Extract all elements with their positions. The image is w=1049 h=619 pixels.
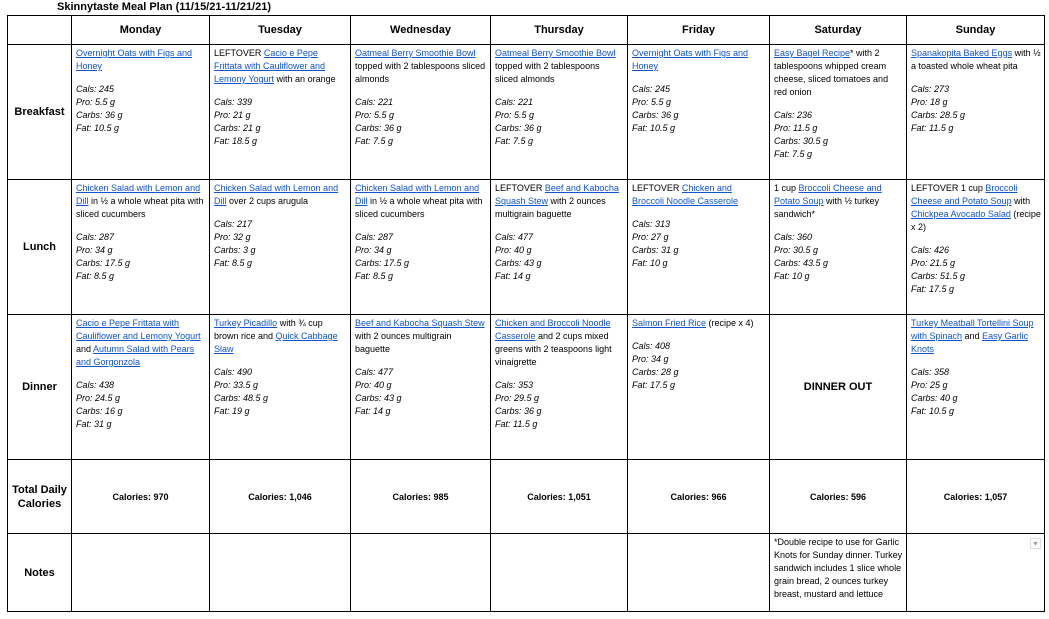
nutrition-info [632, 83, 766, 135]
nutrition-value: Carbs: 3 g [214, 245, 256, 255]
meal-description [632, 317, 766, 330]
nutrition-value: Fat: 31 g [76, 419, 112, 429]
total-calories: Calories: 970 [72, 460, 210, 534]
nutrition-value: Cals: 287 [355, 232, 394, 242]
lunch-row [8, 180, 1045, 315]
nutrition-value: Pro: 27 g [632, 232, 669, 242]
meal-cell [351, 45, 491, 180]
nutrition-value: Fat: 11.5 g [495, 419, 538, 429]
nutrition-value: Carbs: 36 g [76, 110, 123, 120]
recipe-link[interactable]: Broccoli Cheese and Potato Soup [911, 183, 1018, 206]
recipe-link[interactable]: Chicken Salad with Lemon and Dill [214, 183, 339, 206]
meal-text: with 2 ounces multigrain baguette [355, 331, 452, 354]
meal-text: with ½ a toasted whole wheat pita [911, 48, 1041, 71]
nutrition-value: Carbs: 36 g [495, 123, 542, 133]
nutrition-value: Fat: 8.5 g [214, 258, 253, 268]
nutrition-value: Pro: 11.5 g [774, 123, 818, 133]
nutrition-value: Carbs: 31 g [632, 245, 679, 255]
nutrition-value: Cals: 287 [76, 232, 115, 242]
row-label-total: Total Daily Calories [8, 460, 72, 534]
total-calories: Calories: 1,057 [907, 460, 1045, 534]
dinner-row [8, 315, 1045, 460]
nutrition-value: Carbs: 17.5 g [76, 258, 131, 268]
nutrition-value: Carbs: 21 g [214, 123, 261, 133]
meal-text: with [1011, 196, 1031, 206]
nutrition-value: Cals: 360 [774, 232, 813, 242]
meal-text: LEFTOVER 1 cup [911, 183, 986, 193]
nutrition-value: Pro: 34 g [76, 245, 113, 255]
nutrition-value: Carbs: 28 g [632, 367, 679, 377]
meal-text: with 2 ounces multigrain baguette [495, 196, 606, 219]
nutrition-value: Cals: 313 [632, 219, 671, 229]
nutrition-info [355, 366, 487, 418]
meal-description [355, 317, 487, 356]
meal-description [495, 317, 624, 369]
nutrition-value: Carbs: 43 g [355, 393, 402, 403]
nutrition-value: Pro: 25 g [911, 380, 948, 390]
meal-cell [210, 45, 351, 180]
nutrition-value: Pro: 33.5 g [214, 380, 259, 390]
nutrition-value: Pro: 34 g [355, 245, 392, 255]
nutrition-value: Pro: 5.5 g [355, 110, 395, 120]
row-label-lunch: Lunch [8, 180, 72, 315]
nutrition-value: Cals: 477 [355, 367, 394, 377]
nutrition-value: Carbs: 36 g [355, 123, 402, 133]
nutrition-value: Fat: 18.5 g [214, 136, 258, 146]
nutrition-value: Fat: 7.5 g [355, 136, 394, 146]
meal-cell [628, 45, 770, 180]
meal-description [911, 182, 1041, 234]
meal-description [355, 182, 487, 221]
meal-cell [628, 180, 770, 315]
nutrition-value: Pro: 29.5 g [495, 393, 540, 403]
recipe-link[interactable]: Beef and Kabocha Squash Stew [355, 318, 485, 328]
nutrition-value: Cals: 408 [632, 341, 671, 351]
notes-cell[interactable] [628, 534, 770, 612]
recipe-link[interactable]: Chicken and Broccoli Noodle Casserole [632, 183, 739, 206]
nutrition-value: Fat: 19 g [214, 406, 250, 416]
meal-description [355, 47, 487, 86]
recipe-link[interactable]: Easy Garlic Knots [911, 331, 1029, 354]
nutrition-value: Pro: 30.5 g [774, 245, 819, 255]
nutrition-value: Fat: 7.5 g [495, 136, 534, 146]
nutrition-value: Carbs: 51.5 g [911, 271, 966, 281]
recipe-link[interactable]: Cacio e Pepe Frittata with Cauliflower and Lemony Yogurt [76, 318, 201, 341]
nutrition-value: Carbs: 40 g [911, 393, 958, 403]
nutrition-value: Pro: 32 g [214, 232, 251, 242]
meal-cell [72, 315, 210, 460]
meal-description [495, 182, 624, 221]
meal-cell [210, 315, 351, 460]
nutrition-info [76, 83, 206, 135]
nutrition-info [632, 218, 766, 270]
meal-cell [628, 315, 770, 460]
nutrition-value: Carbs: 43.5 g [774, 258, 829, 268]
meal-cell [907, 180, 1045, 315]
nutrition-value: Pro: 5.5 g [495, 110, 535, 120]
nutrition-info [774, 231, 903, 283]
total-calories: Calories: 1,046 [210, 460, 351, 534]
nutrition-value: Cals: 353 [495, 380, 534, 390]
nutrition-value: Pro: 40 g [495, 245, 532, 255]
notes-row [8, 534, 1045, 612]
nutrition-value: Pro: 24.5 g [76, 393, 121, 403]
day-header-monday: Monday [72, 16, 210, 45]
recipe-link[interactable]: Overnight Oats with Figs and Honey [76, 48, 193, 71]
nutrition-value: Pro: 34 g [632, 354, 669, 364]
nutrition-value: Carbs: 43 g [495, 258, 542, 268]
nutrition-info [214, 366, 347, 418]
meal-text: LEFTOVER [214, 48, 264, 58]
nutrition-info [214, 96, 347, 148]
meal-description [214, 317, 347, 356]
nutrition-info [495, 96, 624, 148]
nutrition-value: Pro: 21.5 g [911, 258, 956, 268]
day-header-friday: Friday [628, 16, 770, 45]
row-label-dinner: Dinner [8, 315, 72, 460]
nutrition-value: Cals: 273 [911, 84, 950, 94]
notes-cell[interactable] [351, 534, 491, 612]
meal-description [495, 47, 624, 86]
meal-cell [491, 315, 628, 460]
meal-description [214, 47, 347, 86]
recipe-link[interactable]: Broccoli Cheese and Potato Soup [774, 183, 882, 206]
nutrition-value: Fat: 8.5 g [355, 271, 394, 281]
nutrition-value: Fat: 10 g [774, 271, 810, 281]
nutrition-info [495, 231, 624, 283]
nutrition-value: Pro: 18 g [911, 97, 948, 107]
nutrition-value: Cals: 490 [214, 367, 253, 377]
day-header-tuesday: Tuesday [210, 16, 351, 45]
meal-description [911, 47, 1041, 73]
meal-text: with an orange [274, 74, 336, 84]
row-label-notes: Notes [8, 534, 72, 612]
meal-text: (recipe x 4) [706, 318, 754, 328]
nutrition-info [911, 83, 1041, 135]
meal-cell [491, 45, 628, 180]
nutrition-info [495, 379, 624, 431]
recipe-link[interactable]: Turkey Meatball Tortellini Soup with Spinach [911, 318, 1034, 341]
nutrition-value: Fat: 10.5 g [76, 123, 120, 133]
nutrition-value: Cals: 236 [774, 110, 813, 120]
total-calories: Calories: 1,051 [491, 460, 628, 534]
meal-text: with ½ turkey sandwich* [774, 196, 880, 219]
meal-description [911, 317, 1041, 356]
meal-cell [907, 315, 1045, 460]
day-header-thursday: Thursday [491, 16, 628, 45]
recipe-link[interactable]: Chicken Salad with Lemon and Dill [355, 183, 480, 206]
meal-cell [491, 180, 628, 315]
meal-description [214, 182, 347, 208]
meal-text: with ¾ cup brown rice and [214, 318, 323, 341]
meal-text: * with 2 tablespoons whipped cream cheese, sliced tomatoes and red onion [774, 48, 889, 97]
nutrition-value: Cals: 477 [495, 232, 534, 242]
total-calories: Calories: 966 [628, 460, 770, 534]
nutrition-value: Fat: 17.5 g [911, 284, 955, 294]
meal-text: LEFTOVER [632, 183, 682, 193]
meal-description [76, 47, 206, 73]
nutrition-info [632, 340, 766, 392]
meal-description [632, 47, 766, 73]
total-calories: Calories: 596 [770, 460, 907, 534]
recipe-link[interactable]: Turkey Picadillo [214, 318, 278, 328]
meal-description [76, 317, 206, 369]
meal-text: and [76, 344, 94, 354]
recipe-link[interactable]: Chicken Salad with Lemon and Dill [76, 183, 201, 206]
notes-cell[interactable]: *Double recipe to use for Garlic Knots for Sunday dinner. Turkey sandwich includes 1 slice whole grain bread, 2 ounces turkey breast, mustard and lettuce [770, 534, 907, 612]
nutrition-value: Cals: 217 [214, 219, 253, 229]
notes-cell[interactable] [491, 534, 628, 612]
breakfast-row [8, 45, 1045, 180]
meal-text: and 2 cups mixed greens with 2 teaspoons light vinaigrette [495, 331, 612, 367]
nutrition-value: Fat: 8.5 g [76, 271, 115, 281]
meal-text: in ½ a whole wheat pita with sliced cucumbers [355, 196, 483, 219]
row-label-breakfast: Breakfast [8, 45, 72, 180]
recipe-link[interactable]: Overnight Oats with Figs and Honey [632, 48, 749, 71]
dinner-out-label: DINNER OUT [770, 315, 907, 460]
nutrition-value: Carbs: 36 g [632, 110, 679, 120]
nutrition-info [911, 244, 1041, 296]
recipe-link[interactable]: Cacio e Pepe Frittata with Cauliflower and Lemony Yogurt [214, 48, 326, 84]
meal-cell [72, 180, 210, 315]
total-calories: Calories: 985 [351, 460, 491, 534]
recipe-link[interactable]: Chickpea Avocado Salad [911, 209, 1011, 219]
meal-cell [72, 45, 210, 180]
nutrition-value: Fat: 14 g [495, 271, 531, 281]
nutrition-info [214, 218, 347, 270]
meal-cell [907, 45, 1045, 180]
notes-cell[interactable] [72, 534, 210, 612]
nutrition-value: Cals: 221 [495, 97, 534, 107]
meal-cell [770, 180, 907, 315]
nutrition-value: Fat: 10.5 g [632, 123, 676, 133]
corner-cell [8, 16, 72, 45]
recipe-link[interactable]: Oatmeal Berry Smoothie Bowl [355, 48, 476, 58]
meal-text: in ½ a whole wheat pita with sliced cucumbers [76, 196, 204, 219]
nutrition-value: Carbs: 17.5 g [355, 258, 410, 268]
nutrition-value: Carbs: 48.5 g [214, 393, 269, 403]
nutrition-value: Cals: 245 [76, 84, 115, 94]
nutrition-value: Pro: 21 g [214, 110, 251, 120]
meal-cell [210, 180, 351, 315]
day-header-sunday: Sunday [907, 16, 1045, 45]
nutrition-value: Cals: 339 [214, 97, 253, 107]
nutrition-info [76, 379, 206, 431]
nutrition-info [76, 231, 206, 283]
recipe-link[interactable]: Salmon Fried Rice [632, 318, 707, 328]
nutrition-value: Carbs: 16 g [76, 406, 123, 416]
nutrition-value: Fat: 7.5 g [774, 149, 813, 159]
meal-text: 1 cup [774, 183, 799, 193]
nutrition-info [355, 231, 487, 283]
meal-cell [351, 315, 491, 460]
meal-text: LEFTOVER [495, 183, 545, 193]
header-row [8, 16, 1045, 45]
day-header-saturday: Saturday [770, 16, 907, 45]
meal-cell [351, 180, 491, 315]
day-header-wednesday: Wednesday [351, 16, 491, 45]
chevron-down-icon[interactable]: ▾ [1030, 538, 1041, 549]
recipe-link[interactable]: Easy Bagel Recipe [774, 48, 851, 58]
meal-plan-table [7, 15, 1045, 612]
nutrition-value: Pro: 5.5 g [76, 97, 116, 107]
recipe-link[interactable]: Autumn Salad with Pears and Gorgonzola [76, 344, 195, 367]
meal-description [76, 182, 206, 221]
meal-description [632, 182, 766, 208]
nutrition-value: Cals: 358 [911, 367, 950, 377]
total-row [8, 460, 1045, 534]
notes-cell[interactable] [907, 534, 1045, 612]
nutrition-value: Carbs: 28.5 g [911, 110, 966, 120]
meal-text: over 2 cups arugula [226, 196, 309, 206]
nutrition-info [355, 96, 487, 148]
nutrition-value: Fat: 14 g [355, 406, 391, 416]
nutrition-value: Cals: 245 [632, 84, 671, 94]
meal-description [774, 47, 903, 99]
recipe-link[interactable]: Spanakopita Baked Eggs [911, 48, 1013, 58]
nutrition-info [911, 366, 1041, 418]
recipe-link[interactable]: Chicken and Broccoli Noodle Casserole [495, 318, 611, 341]
meal-text: topped with 2 tablespoons sliced almonds [355, 61, 486, 84]
recipe-link[interactable]: Oatmeal Berry Smoothie Bowl [495, 48, 616, 58]
meal-text: topped with 2 tablespoons sliced almonds [495, 61, 600, 84]
nutrition-info [774, 109, 903, 161]
meal-text: and [962, 331, 983, 341]
nutrition-value: Carbs: 36 g [495, 406, 542, 416]
nutrition-value: Fat: 10.5 g [911, 406, 955, 416]
nutrition-value: Fat: 17.5 g [632, 380, 676, 390]
nutrition-value: Cals: 426 [911, 245, 950, 255]
recipe-link[interactable]: Beef and Kabocha Squash Stew [495, 183, 619, 206]
nutrition-value: Cals: 438 [76, 380, 115, 390]
recipe-link[interactable]: Quick Cabbage Slaw [214, 331, 338, 354]
nutrition-value: Cals: 221 [355, 97, 394, 107]
nutrition-value: Fat: 11.5 g [911, 123, 954, 133]
page-title: Skinnytaste Meal Plan (11/15/21-11/21/21) [57, 1, 272, 13]
meal-description [774, 182, 903, 221]
notes-cell[interactable] [210, 534, 351, 612]
nutrition-value: Fat: 10 g [632, 258, 668, 268]
meal-text: (recipe x 2) [911, 209, 1041, 232]
nutrition-value: Pro: 40 g [355, 380, 392, 390]
nutrition-value: Pro: 5.5 g [632, 97, 672, 107]
meal-cell [770, 45, 907, 180]
nutrition-value: Carbs: 30.5 g [774, 136, 829, 146]
